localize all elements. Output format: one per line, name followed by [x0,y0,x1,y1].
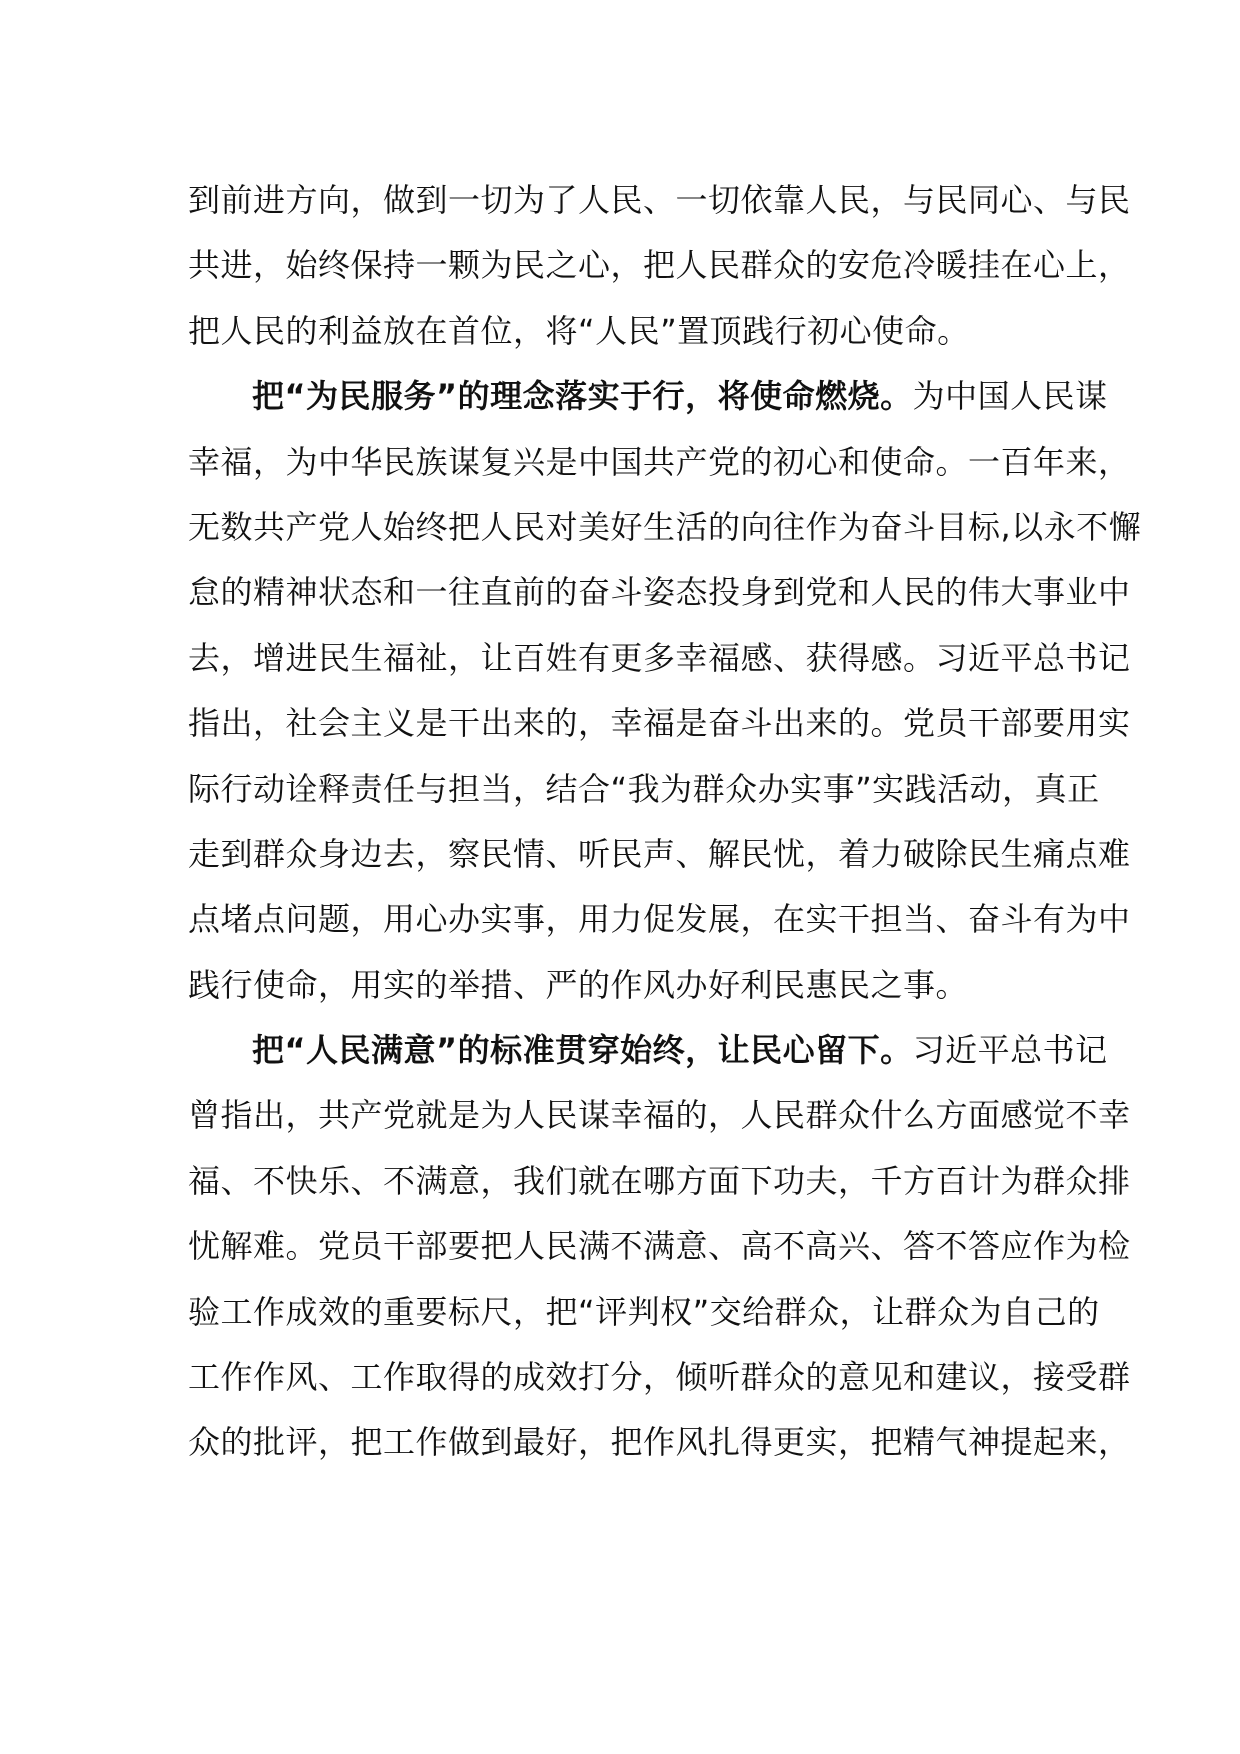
paragraph-3-first-line [188,1018,1108,1083]
paragraph-3-line: 忧解难。党员干部要把人民满不满意、高不高兴、答不答应作为检 [188,1227,1131,1266]
paragraph-3-line: 福、不快乐、不满意，我们就在哪方面下功夫，千方百计为群众排 [188,1161,1131,1200]
paragraph-2-line: 践行使命，用实的举措、严的作风办好利民惠民之事。 [188,965,969,1004]
paragraph-2 [188,364,1142,1018]
paragraph-3 [188,1018,1131,1476]
paragraph-3-line: 验工作成效的重要标尺，把“评判权”交给群众，让群众为自己的 [188,1292,1100,1331]
paragraph-3-first-line-text: 习近平总书记 [912,1031,1108,1070]
paragraph-2-heading: 把“为民服务”的理念落实于行，将使命燃烧。 [252,377,913,416]
paragraph-2-line: 去，增进民生福祉，让百姓有更多幸福感、获得感。习近平总书记 [188,638,1131,677]
paragraph-1-line: 把人民的利益放在首位，将“人民”置顶践行初心使命。 [188,311,970,350]
paragraph-3-line: 工作作风、工作取得的成效打分，倾听群众的意见和建议，接受群 [188,1358,1131,1397]
paragraph-2-line: 怠的精神状态和一往直前的奋斗姿态投身到党和人民的伟大事业中 [188,573,1131,612]
paragraph-2-line: 无数共产党人始终把人民对美好生活的向往作为奋斗目标,以永不懈 [188,507,1142,546]
paragraph-3-line: 曾指出，共产党就是为人民谋幸福的，人民群众什么方面感觉不幸 [188,1096,1131,1135]
document-body [188,168,1142,1476]
paragraph-2-line: 点堵点问题，用心办实事，用力促发展，在实干担当、奋斗有为中 [188,900,1131,939]
paragraph-2-line: 幸福，为中华民族谋复兴是中国共产党的初心和使命。一百年来， [188,442,1131,481]
paragraph-3-line: 众的批评，把工作做到最好，把作风扎得更实，把精气神提起来， [188,1423,1131,1462]
paragraph-2-line: 走到群众身边去，察民情、听民声、解民忧，着力破除民生痛点难 [188,834,1131,873]
paragraph-2-first-line-text: 为中国人民谋 [912,377,1108,416]
paragraph-1-line: 到前进方向，做到一切为了人民、一切依靠人民，与民同心、与民 [188,181,1131,219]
paragraph-3-heading: 把“人民满意”的标准贯穿始终，让民心留下。 [252,1031,913,1070]
paragraph-2-line: 指出，社会主义是干出来的，幸福是奋斗出来的。党员干部要用实 [188,704,1131,743]
paragraph-2-first-line [188,364,1108,429]
paragraph-1 [188,168,1131,364]
paragraph-2-line: 际行动诠释责任与担当，结合“我为群众办实事”实践活动，真正 [188,769,1100,808]
paragraph-1-line: 共进，始终保持一颗为民之心，把人民群众的安危冷暖挂在心上， [188,246,1131,285]
